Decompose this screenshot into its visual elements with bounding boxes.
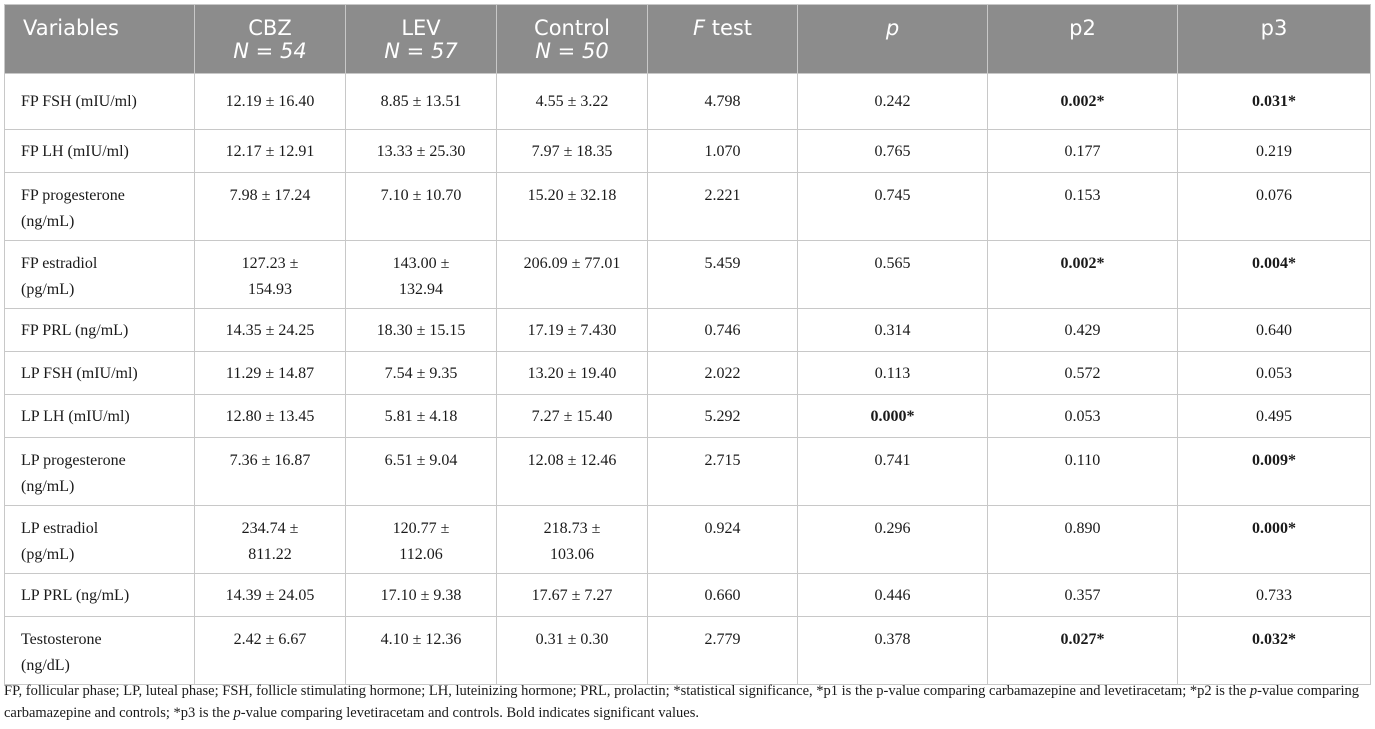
cell-p3: 0.053 [1178,352,1371,395]
cell-cbz: 12.80 ± 13.45 [195,395,346,438]
cell-lev: 13.33 ± 25.30 [346,130,497,173]
table-row [5,574,1371,617]
cell-lev: 5.81 ± 4.18 [346,395,497,438]
table-row [5,506,1371,574]
header-f-test: F test [648,5,798,74]
cell-lev: 18.30 ± 15.15 [346,309,497,352]
cell-p2: 0.357 [988,574,1178,617]
cell-variable: LP FSH (mIU/ml) [5,352,195,395]
table-row [5,352,1371,395]
table-row [5,74,1371,130]
cell-lev: 4.10 ± 12.36 [346,617,497,685]
cell-p3: 0.004* [1178,241,1371,309]
cell-f-test: 5.292 [648,395,798,438]
cell-cbz: 127.23 ± 154.93 [195,241,346,309]
cell-cbz: 7.98 ± 17.24 [195,173,346,241]
cell-p2: 0.572 [988,352,1178,395]
cell-p2: 0.429 [988,309,1178,352]
cell-control: 0.31 ± 0.30 [497,617,648,685]
cell-control: 12.08 ± 12.46 [497,438,648,506]
header-p3: p3 [1178,5,1371,74]
cell-p: 0.741 [798,438,988,506]
cell-p3: 0.076 [1178,173,1371,241]
cell-f-test: 2.221 [648,173,798,241]
cell-p2: 0.053 [988,395,1178,438]
cell-lev: 6.51 ± 9.04 [346,438,497,506]
cell-f-test: 0.746 [648,309,798,352]
cell-variable: FP PRL (ng/mL) [5,309,195,352]
cell-cbz: 14.39 ± 24.05 [195,574,346,617]
cell-cbz: 7.36 ± 16.87 [195,438,346,506]
cell-control: 17.67 ± 7.27 [497,574,648,617]
cell-cbz: 14.35 ± 24.25 [195,309,346,352]
cell-f-test: 2.779 [648,617,798,685]
cell-control: 4.55 ± 3.22 [497,74,648,130]
cell-control: 17.19 ± 7.430 [497,309,648,352]
cell-variable: FP estradiol (pg/mL) [5,241,195,309]
cell-p: 0.113 [798,352,988,395]
cell-cbz: 11.29 ± 14.87 [195,352,346,395]
cell-variable: FP FSH (mIU/ml) [5,74,195,130]
cell-cbz: 2.42 ± 6.67 [195,617,346,685]
cell-f-test: 0.924 [648,506,798,574]
table-row [5,395,1371,438]
cell-control: 13.20 ± 19.40 [497,352,648,395]
cell-variable: LP LH (mIU/ml) [5,395,195,438]
table-row [5,309,1371,352]
cell-cbz: 12.17 ± 12.91 [195,130,346,173]
cell-p2: 0.027* [988,617,1178,685]
cell-f-test: 5.459 [648,241,798,309]
cell-variable: LP PRL (ng/mL) [5,574,195,617]
cell-variable: FP progesterone (ng/mL) [5,173,195,241]
cell-control: 7.27 ± 15.40 [497,395,648,438]
cell-p3: 0.000* [1178,506,1371,574]
cell-p: 0.242 [798,74,988,130]
header-lev: LEV N = 57 [346,5,497,74]
cell-lev: 17.10 ± 9.38 [346,574,497,617]
header-control: Control N = 50 [497,5,648,74]
cell-p2: 0.002* [988,241,1178,309]
cell-p: 0.745 [798,173,988,241]
cell-p: 0.314 [798,309,988,352]
cell-p2: 0.002* [988,74,1178,130]
cell-variable: LP progesterone (ng/mL) [5,438,195,506]
cell-p2: 0.177 [988,130,1178,173]
cell-p2: 0.890 [988,506,1178,574]
cell-variable: LP estradiol (pg/mL) [5,506,195,574]
cell-f-test: 2.022 [648,352,798,395]
cell-p3: 0.495 [1178,395,1371,438]
cell-p: 0.378 [798,617,988,685]
cell-control: 206.09 ± 77.01 [497,241,648,309]
cell-lev: 7.10 ± 10.70 [346,173,497,241]
cell-variable: Testosterone (ng/dL) [5,617,195,685]
cell-p3: 0.733 [1178,574,1371,617]
cell-p2: 0.110 [988,438,1178,506]
cell-f-test: 4.798 [648,74,798,130]
cell-cbz: 12.19 ± 16.40 [195,74,346,130]
table-row [5,130,1371,173]
header-p2: p2 [988,5,1178,74]
cell-lev: 120.77 ± 112.06 [346,506,497,574]
cell-p2: 0.153 [988,173,1178,241]
table-row [5,241,1371,309]
cell-p3: 0.640 [1178,309,1371,352]
cell-control: 15.20 ± 32.18 [497,173,648,241]
cell-f-test: 1.070 [648,130,798,173]
cell-cbz: 234.74 ± 811.22 [195,506,346,574]
table-row [5,173,1371,241]
cell-p: 0.446 [798,574,988,617]
header-p: p [798,5,988,74]
cell-control: 7.97 ± 18.35 [497,130,648,173]
header-variables: Variables [5,5,195,74]
cell-p3: 0.031* [1178,74,1371,130]
cell-p3: 0.032* [1178,617,1371,685]
cell-f-test: 2.715 [648,438,798,506]
hormone-table [4,4,1371,685]
cell-p: 0.000* [798,395,988,438]
cell-lev: 8.85 ± 13.51 [346,74,497,130]
cell-p3: 0.219 [1178,130,1371,173]
table-row [5,617,1371,685]
table-row [5,438,1371,506]
cell-p: 0.565 [798,241,988,309]
header-cbz: CBZ N = 54 [195,5,346,74]
table-header-row [5,5,1371,74]
cell-f-test: 0.660 [648,574,798,617]
cell-control: 218.73 ± 103.06 [497,506,648,574]
cell-p3: 0.009* [1178,438,1371,506]
cell-p: 0.765 [798,130,988,173]
cell-p: 0.296 [798,506,988,574]
table-footnote: FP, follicular phase; LP, luteal phase; FSH, follicle stimulating hormone; LH, luteinizing hormone; PRL, prolactin; *statistical significance, *p1 is the p-value comparing carbamazepine and levetiracetam; *p2 is the p-value comparing carbamazepine and controls; *p3 is the p-value comparing levetiracetam and controls. Bold indicates significant values. [4,683,1360,721]
cell-variable: FP LH (mIU/ml) [5,130,195,173]
cell-lev: 7.54 ± 9.35 [346,352,497,395]
cell-lev: 143.00 ± 132.94 [346,241,497,309]
